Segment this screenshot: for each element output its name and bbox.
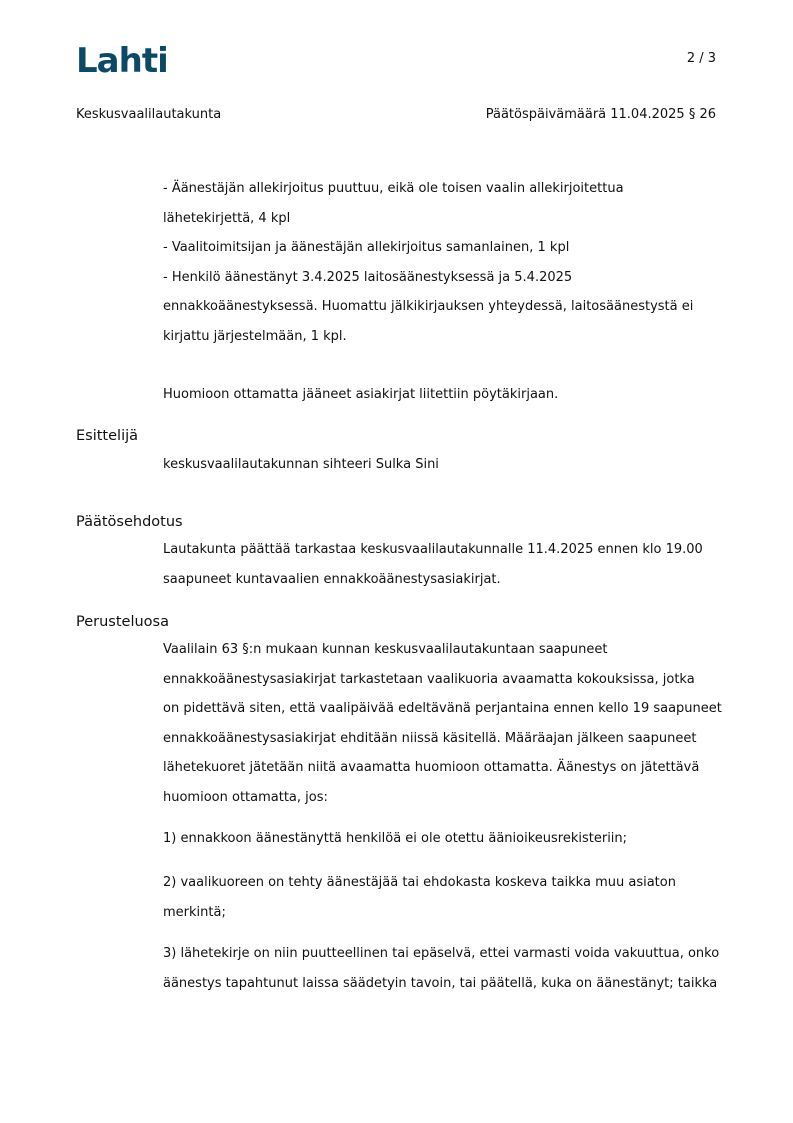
- justification-item-1: 1) ennakkoon äänestänyttä henkilöä ei ole otettu äänioikeusrekisteriin;: [163, 831, 628, 846]
- decision-date: Päätöspäivämäärä 11.04.2025 § 26: [485, 107, 716, 122]
- justification-item-3: 3) lähetekirje on niin puutteellinen tai epäselvä, ettei varmasti voida vakuuttua, onko äänestys tapahtunut laissa säädetyin tavoin, tai päätellä, kuka on äänestänyt; taikka: [163, 946, 720, 991]
- justification-item-2: 2) vaalikuoreen on tehty äänestäjää tai ehdokasta koskeva taikka muu asiaton merkintä;: [163, 875, 676, 920]
- section-heading-perusteluosa: Perusteluosa: [76, 614, 169, 630]
- section-heading-esittelija: Esittelijä: [76, 428, 139, 444]
- rejected-documents-list: - Äänestäjän allekirjoitus puuttuu, eikä ole toisen vaalin allekirjoitettua lähetekirjettä, 4 kpl - Vaalitoimitsijan ja äänestäjän allekirjoitus samanlainen, 1 kpl - Henkilö äänestänyt 3.4.2025 laitosäänestyksessä ja 5.4.2025 ennakkoäänestyksessä. Huomattu jälkikirjauksen yhteydessä, laitosäänestystä ei kirjattu järjestelmään, 1 kpl.: [163, 181, 694, 344]
- page-number: 2 / 3: [686, 51, 716, 66]
- attachment-note: Huomioon ottamatta jääneet asiakirjat liitettiin pöytäkirjaan.: [163, 387, 559, 402]
- presenter-text: keskusvaalilautakunnan sihteeri Sulka Sini: [163, 457, 439, 472]
- section-heading-paatosehdotus: Päätösehdotus: [76, 514, 183, 530]
- lahti-logo: Lahti: [76, 41, 168, 81]
- organization-name: Keskusvaalilautakunta: [76, 107, 222, 122]
- decision-proposal-text: Lautakunta päättää tarkastaa keskusvaalilautakunnalle 11.4.2025 ennen klo 19.00 saapuneet kuntavaalien ennakkoäänestysasiakirjat.: [163, 542, 703, 587]
- justification-text: Vaalilain 63 §:n mukaan kunnan keskusvaalilautakuntaan saapuneet ennakkoäänestysasiakirjat tarkastetaan vaalikuoria avaamatta kokouksissa, jotka on pidettävä siten, että vaalipäivää edeltävänä perjantaina ennen kello 19 saapuneet ennakkoäänestysasiakirjat ehditään niissä käsitellä. Määräajan jälkeen saapuneet lähetekuoret jätetään niitä avaamatta huomioon ottamatta. Äänestys on jätettävä huomioon ottamatta, jos:: [163, 642, 722, 805]
